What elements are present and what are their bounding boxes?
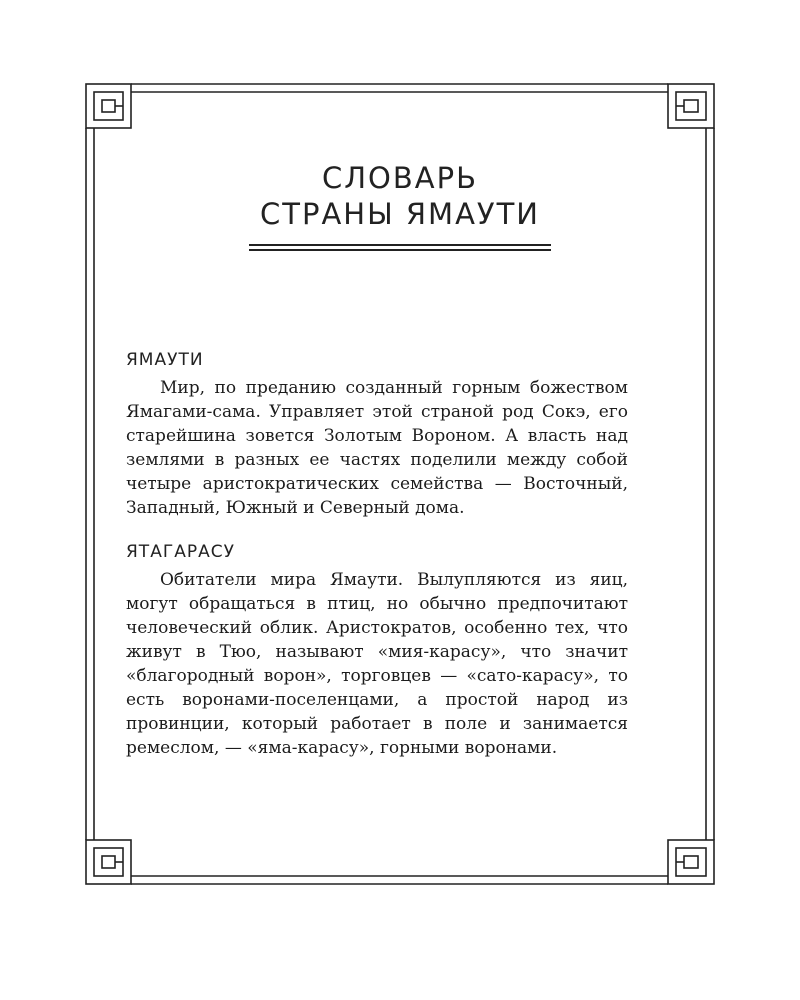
glossary-entry (126, 350, 628, 520)
entry-definition: Обитатели мира Ямаути. Вылупляются из яиц, могут обращаться в птиц, но обычно предпочитают человеческий облик. Аристократов, особенно тех, что живут в Тюо, называют «мия-карасу», что значит «благородный ворон», торговцев — «сато-карасу», то есть воронами-поселенцами, а простой народ из провинции, который работает в поле и занимается ремеслом, — «яма-карасу», горными воронами. (126, 570, 628, 758)
corner-ornament-top-left (86, 84, 131, 128)
title-line-2: СТРАНЫ ЯМАУТИ (260, 197, 540, 231)
corner-ornament-bottom-right (668, 840, 714, 884)
entry-definition: Мир, по преданию созданный горным божеством Ямагами-сама. Управляет этой страной род Сокэ, его старейшина зовется Золотым Вороном. А власть над землями в разных ее частях поделили между собой четыре аристократических семейства — Восточный, Западный, Южный и Северный дома. (126, 378, 628, 518)
glossary-content (126, 350, 628, 760)
title-line-1: СЛОВАРЬ (322, 161, 478, 195)
corner-ornament-top-right (668, 84, 714, 128)
entry-term: ЯМАУТИ (126, 350, 204, 370)
corner-ornament-bottom-left (86, 840, 131, 884)
page-title (200, 160, 600, 254)
glossary-entry (126, 542, 628, 760)
title-double-rule (249, 244, 551, 251)
entry-term: ЯТАГАРАСУ (126, 542, 235, 562)
